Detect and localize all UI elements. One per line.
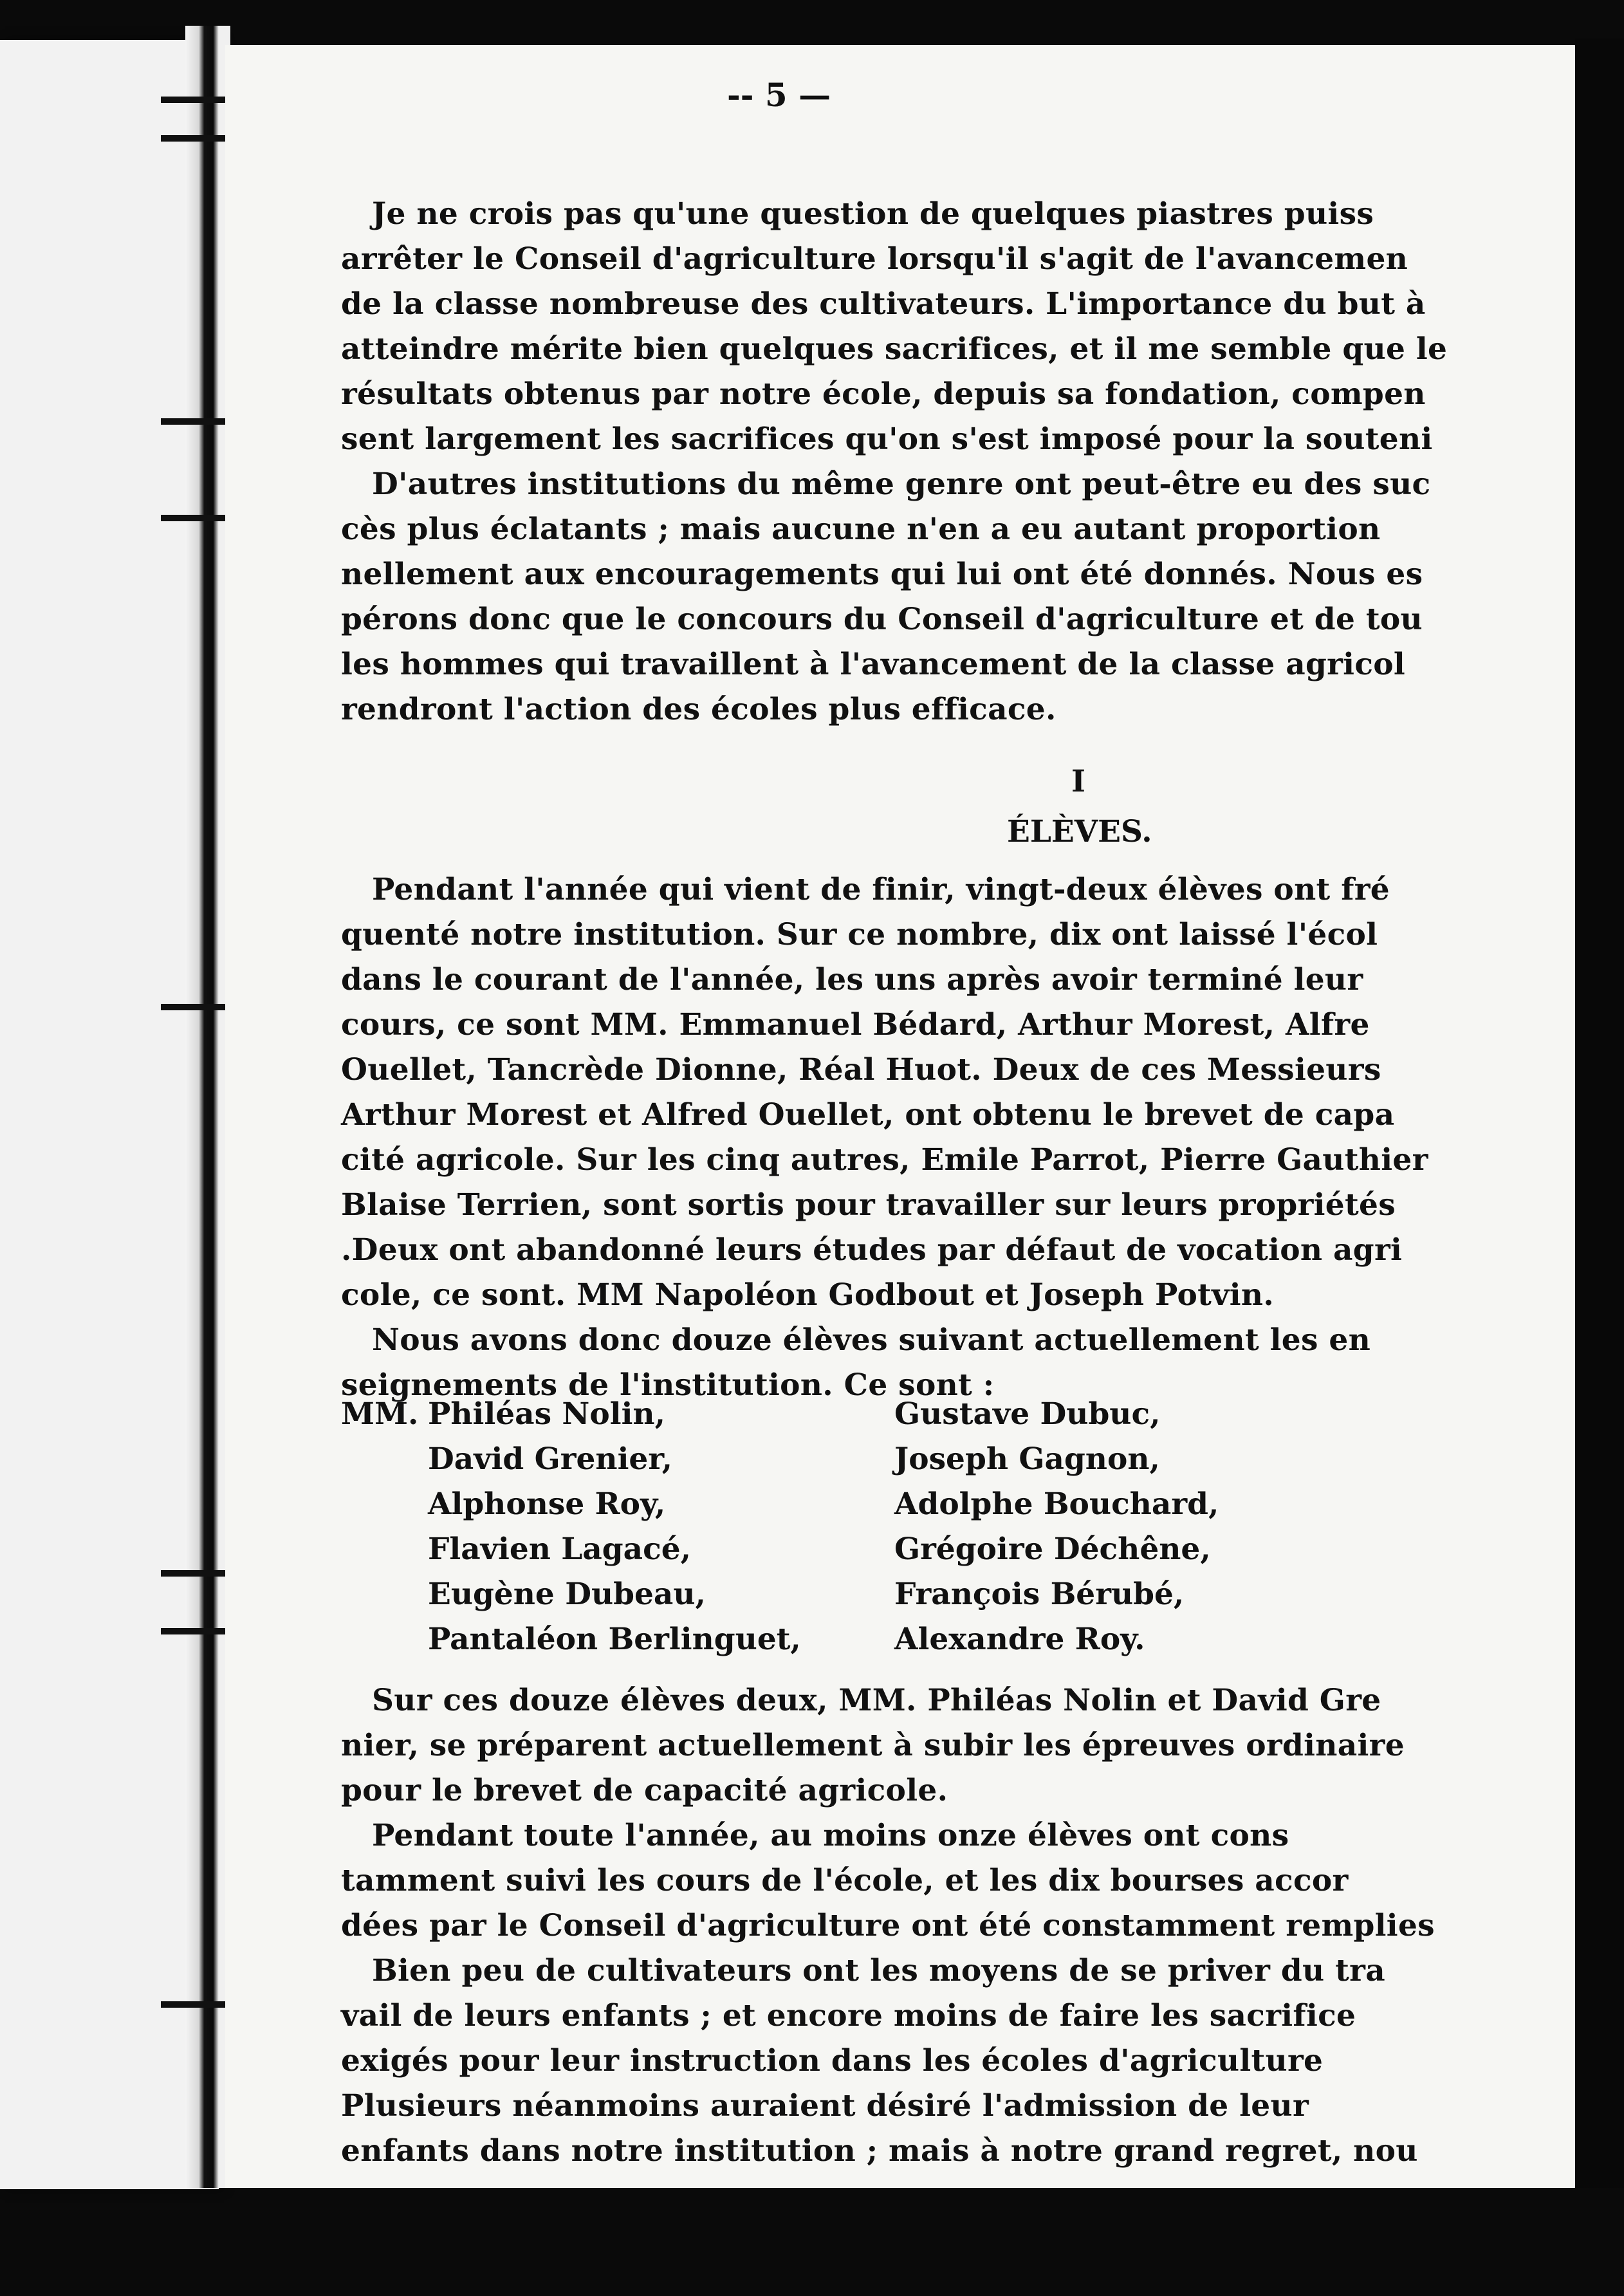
- student-row: [341, 1396, 1570, 1441]
- student-name: Flavien Lagacé,: [428, 1532, 691, 1567]
- text-line: D'autres institutions du même genre ont peut-être eu des suc: [372, 467, 1431, 502]
- text-line: cours, ce sont MM. Emmanuel Bédard, Arthur Morest, Alfre: [341, 1007, 1370, 1042]
- scan-edge: [1575, 39, 1624, 2188]
- text-line: Plusieurs néanmoins auraient désiré l'admission de leur: [341, 2088, 1309, 2124]
- section-title: ÉLÈVES.: [1007, 814, 1152, 849]
- student-name: Alphonse Roy,: [428, 1486, 666, 1522]
- book-binding: [185, 26, 230, 2188]
- student-name: Philéas Nolin,: [428, 1396, 665, 1432]
- text-line: Bien peu de cultivateurs ont les moyens de se priver du tra: [372, 1953, 1385, 1988]
- text-line: Je ne crois pas qu'une question de quelques piastres puiss: [372, 196, 1374, 232]
- text-line: seignements de l'institution. Ce sont :: [341, 1367, 995, 1403]
- text-line: arrêter le Conseil d'agriculture lorsqu'il s'agit de l'avancemen: [341, 241, 1408, 277]
- student-row: [341, 1441, 1570, 1486]
- text-line: pour le brevet de capacité agricole.: [341, 1773, 948, 1808]
- text-line: atteindre mérite bien quelques sacrifices, et il me semble que le: [341, 331, 1448, 367]
- text-line: Nous avons donc douze élèves suivant actuellement les en: [372, 1322, 1371, 1358]
- text-line: cité agricole. Sur les cinq autres, Emile Parrot, Pierre Gauthier: [341, 1142, 1428, 1178]
- text-line: Pendant l'année qui vient de finir, vingt-deux élèves ont fré: [372, 872, 1390, 907]
- text-line: nellement aux encouragements qui lui ont été donnés. Nous es: [341, 557, 1423, 592]
- text-line: rendront l'action des écoles plus efficace.: [341, 692, 1057, 727]
- text-line: pérons donc que le concours du Conseil d'agriculture et de tou: [341, 602, 1423, 637]
- student-name: Grégoire Déchêne,: [894, 1532, 1211, 1567]
- text-line: de la classe nombreuse des cultivateurs. L'importance du but à: [341, 286, 1426, 322]
- text-line: exigés pour leur instruction dans les écoles d'agriculture: [341, 2043, 1324, 2078]
- text-line: dans le courant de l'année, les uns après avoir terminé leur: [341, 962, 1363, 997]
- student-name: Gustave Dubuc,: [894, 1396, 1161, 1432]
- student-name: Alexandre Roy.: [894, 1622, 1145, 1657]
- text-line: Arthur Morest et Alfred Ouellet, ont obtenu le brevet de capa: [341, 1097, 1395, 1133]
- student-name: Pantaléon Berlinguet,: [428, 1622, 801, 1657]
- text-line: Sur ces douze élèves deux, MM. Philéas Nolin et David Gre: [372, 1683, 1381, 1718]
- text-line: quenté notre institution. Sur ce nombre, dix ont laissé l'écol: [341, 917, 1378, 952]
- text-line: tamment suivi les cours de l'école, et les dix bourses accor: [341, 1863, 1349, 1898]
- text-line: les hommes qui travaillent à l'avancement de la classe agricol: [341, 647, 1406, 682]
- text-line: Pendant toute l'année, au moins onze élèves ont cons: [372, 1818, 1289, 1853]
- text-line: cès plus éclatants ; mais aucune n'en a eu autant proportion: [341, 512, 1381, 547]
- student-name: François Bérubé,: [894, 1577, 1185, 1612]
- text-line: enfants dans notre institution ; mais à notre grand regret, nou: [341, 2133, 1418, 2169]
- section-number: I: [1071, 764, 1085, 799]
- text-line: .Deux ont abandonné leurs études par défaut de vocation agri: [341, 1232, 1403, 1268]
- student-name: Eugène Dubeau,: [428, 1577, 706, 1612]
- names-prefix: MM.: [341, 1396, 419, 1432]
- student-row: [341, 1577, 1570, 1622]
- text-line: résultats obtenus par notre école, depuis sa fondation, compen: [341, 376, 1426, 412]
- text-line: vail de leurs enfants ; et encore moins de faire les sacrifice: [341, 1998, 1356, 2033]
- text-line: cole, ce sont. MM Napoléon Godbout et Joseph Potvin.: [341, 1277, 1274, 1313]
- student-name: Adolphe Bouchard,: [894, 1486, 1219, 1522]
- page-number: -- 5 —: [727, 76, 831, 114]
- text-line: Ouellet, Tancrède Dionne, Réal Huot. Deux de ces Messieurs: [341, 1052, 1381, 1088]
- student-name: Joseph Gagnon,: [894, 1441, 1160, 1477]
- text-line: sent largement les sacrifices qu'on s'est imposé pour la souteni: [341, 421, 1433, 457]
- text-line: dées par le Conseil d'agriculture ont été constamment remplies: [341, 1908, 1435, 1943]
- text-line: Blaise Terrien, sont sortis pour travailler sur leurs propriétés: [341, 1187, 1396, 1223]
- student-name: David Grenier,: [428, 1441, 673, 1477]
- text-line: nier, se préparent actuellement à subir les épreuves ordinaire: [341, 1728, 1405, 1763]
- student-row: [341, 1622, 1570, 1667]
- student-row: [341, 1532, 1570, 1577]
- student-row: [341, 1486, 1570, 1532]
